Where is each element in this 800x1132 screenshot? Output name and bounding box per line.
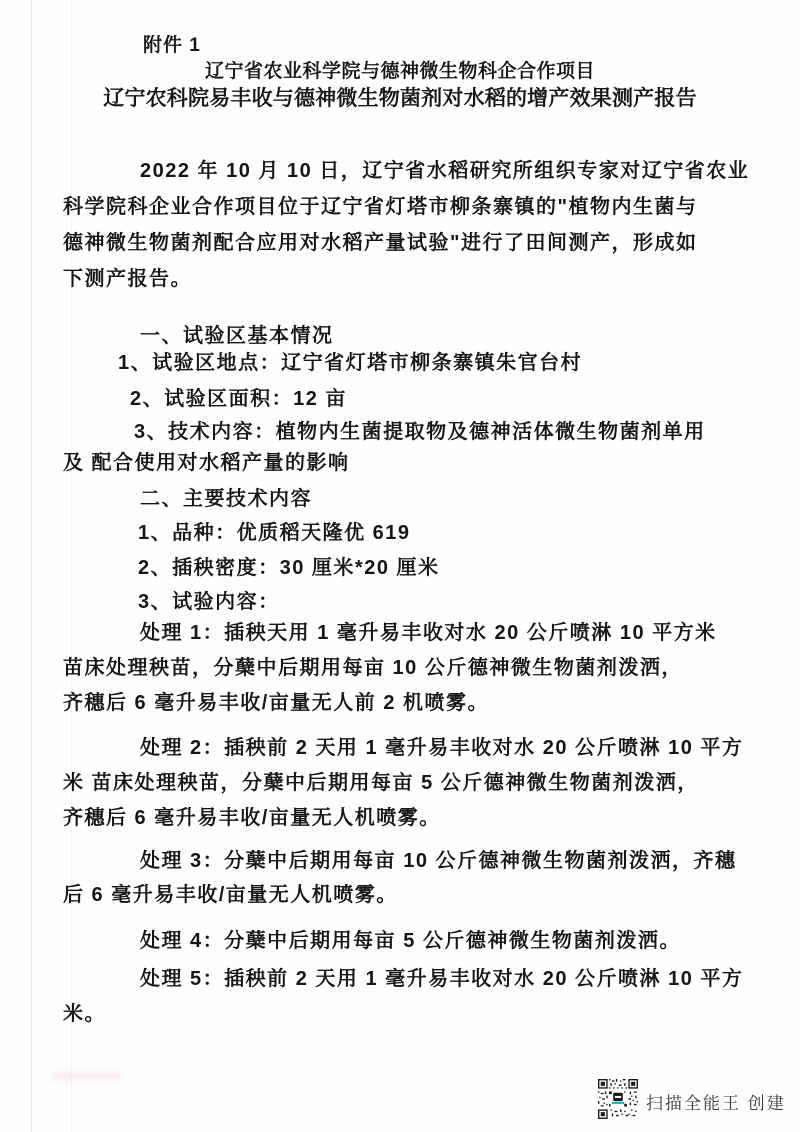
treatment5-line: 米。: [63, 1003, 106, 1025]
document-title-line2: 辽宁农科院易丰收与德神微生物菌剂对水稻的增产效果测产报告: [103, 87, 697, 110]
intro-line: 德神微生物菌剂配合应用对水稻产量试验"进行了田间测产，形成如: [63, 232, 698, 254]
treatment1-line: 齐穗后 6 毫升易丰收/亩量无人前 2 机喷雾。: [63, 692, 490, 714]
intro-line: 下测产报告。: [63, 268, 192, 290]
section1-item-continuation: 及 配合使用对水稻产量的影响: [63, 452, 350, 474]
treatment3-line: 后 6 毫升易丰收/亩量无人机喷雾。: [63, 884, 398, 906]
attachment-label: 附件 1: [143, 35, 201, 56]
scan-artifact-line: [31, 0, 32, 1132]
intro-line: 2022 年 10 月 10 日，辽宁省水稻研究所组织专家对辽宁省农业: [140, 160, 750, 182]
treatment1-line: 处理 1：插秧天用 1 毫升易丰收对水 20 公斤喷淋 10 平方米: [140, 622, 717, 644]
treatment2-line: 齐穗后 6 毫升易丰收/亩量无人机喷雾。: [63, 807, 441, 829]
section2-item: 2、插秧密度：30 厘米*20 厘米: [138, 557, 440, 579]
treatment4-line: 处理 4：分蘖中后期用每亩 5 公斤德神微生物菌剂泼洒。: [140, 930, 681, 952]
section2-heading: 二、主要技术内容: [140, 488, 312, 510]
treatment2-line: 处理 2：插秧前 2 天用 1 毫升易丰收对水 20 公斤喷淋 10 平方: [140, 737, 744, 759]
intro-line: 科学院科企业合作项目位于辽宁省灯塔市柳条寨镇的"植物内生菌与: [63, 196, 698, 218]
qr-accent-bar: [612, 1102, 624, 1104]
treatment2-line: 米 苗床处理秧苗，分蘖中后期用每亩 5 公斤德神微生物菌剂泼洒，: [63, 772, 699, 794]
scanner-credit-text: 扫描全能王 创建: [646, 1094, 786, 1113]
scan-artifact-line: [71, 0, 72, 1132]
section1-item: 1、试验区地点：辽宁省灯塔市柳条寨镇朱官台村: [118, 352, 583, 374]
treatment1-line: 苗床处理秧苗，分蘖中后期用每亩 10 公斤德神微生物菌剂泼洒，: [63, 657, 683, 679]
treatment3-line: 处理 3：分蘖中后期用每亩 10 公斤德神微生物菌剂泼洒，齐穗: [140, 850, 737, 872]
document-title-line1: 辽宁省农业科学院与德神微生物科企合作项目: [204, 61, 595, 82]
camscanner-qr-code-icon: [598, 1079, 638, 1119]
section1-item: 3、技术内容：植物内生菌提取物及德神活体微生物菌剂单用: [134, 421, 706, 443]
section2-item: 1、品种：优质稻天隆优 619: [138, 522, 411, 544]
section1-heading: 一、试验区基本情况: [140, 325, 334, 347]
section1-item: 2、试验区面积：12 亩: [130, 388, 347, 410]
treatment5-line: 处理 5：插秧前 2 天用 1 毫升易丰收对水 20 公斤喷淋 10 平方: [140, 968, 744, 990]
section2-item: 3、试验内容：: [138, 591, 280, 613]
scan-artifact-smudge: [52, 1072, 122, 1081]
